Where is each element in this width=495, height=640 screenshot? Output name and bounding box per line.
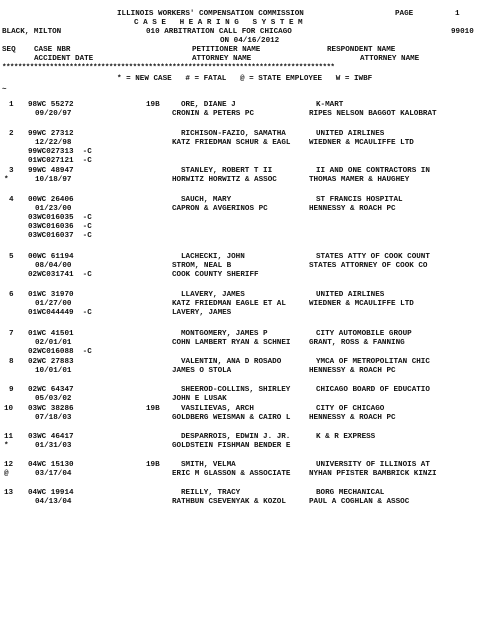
respondent-attorney: WIEDNER & MCAULIFFE LTD	[309, 300, 414, 308]
commission-title: ILLINOIS WORKERS' COMPENSATION COMMISSION	[117, 10, 304, 18]
case-number: 03WC 46417	[28, 433, 74, 441]
respondent-name: UNITED AIRLINES	[316, 130, 385, 138]
accident-date: 10/18/97	[35, 176, 72, 184]
petitioner-attorney: JOHN E LUSAK	[172, 395, 227, 403]
petitioner-name: LACHECKI, JOHN	[181, 253, 245, 261]
petitioner-attorney: KATZ FRIEDMAN EAGLE ET AL	[172, 300, 286, 308]
case-seq: 8	[9, 358, 14, 366]
petitioner-attorney: COHN LAMBERT RYAN & SCHNEI	[172, 339, 291, 347]
consolidated-case: 03WC016035 -C	[28, 214, 92, 222]
respondent-name: YMCA OF METROPOLITAN CHIC	[316, 358, 430, 366]
petitioner-attorney: STROM, NEAL B	[172, 262, 232, 270]
respondent-attorney: NYHAN PFISTER BAMBRICK KINZI	[309, 470, 437, 478]
additional-party: COOK COUNTY SHERIFF	[172, 271, 259, 279]
respondent-attorney: WIEDNER & MCAULIFFE LTD	[309, 139, 414, 147]
consolidated-case: 99WC027313 -C	[28, 148, 92, 156]
consolidated-case: 03WC016036 -C	[28, 223, 92, 231]
petitioner-name: SHEEROD-COLLINS, SHIRLEY	[181, 386, 291, 394]
petitioner-name: VALENTIN, ANA D ROSADO	[181, 358, 282, 366]
case-seq: 4	[9, 196, 14, 204]
respondent-name: ST FRANCIS HOSPITAL	[316, 196, 403, 204]
case-flag: 19B	[146, 461, 160, 469]
respondent-name: UNITED AIRLINES	[316, 291, 385, 299]
respondent-name: CITY OF CHICAGO	[316, 405, 385, 413]
case-number: 04WC 19914	[28, 489, 74, 497]
accident-date: 08/04/00	[35, 262, 72, 270]
respondent-name: UNIVERSITY OF ILLINOIS AT	[316, 461, 430, 469]
petitioner-name: SAUCH, MARY	[181, 196, 232, 204]
petitioner-name: ORE, DIANE J	[181, 101, 236, 109]
consolidated-case: 02WC016088 -C	[28, 348, 92, 356]
case-number: 01WC 41501	[28, 330, 74, 338]
respondent-attorney: RIPES NELSON BAGGOT KALOBRAT	[309, 110, 437, 118]
legend: * = NEW CASE # = FATAL @ = STATE EMPLOYEE W = IWBF	[117, 75, 373, 83]
respondent-name: K-MART	[316, 101, 344, 109]
call-title: 010 ARBITRATION CALL FOR CHICAGO	[146, 28, 292, 36]
column-respondent: RESPONDENT NAME	[327, 46, 396, 54]
additional-party: LAVERY, JAMES	[172, 309, 232, 317]
case-seq: 10	[4, 405, 14, 413]
consolidated-case: 02WC031741 -C	[28, 271, 92, 279]
petitioner-name: DESPARROIS, EDWIN J. JR.	[181, 433, 291, 441]
page-number: 1	[455, 10, 460, 18]
accident-date: 01/23/00	[35, 205, 72, 213]
column-petitioner: PETITIONER NAME	[192, 46, 261, 54]
system-title: C A S E H E A R I N G S Y S T E M	[134, 19, 303, 27]
case-seq: 9	[9, 386, 14, 394]
case-number: 98WC 55272	[28, 101, 74, 109]
respondent-name: II AND ONE CONTRACTORS IN	[316, 167, 430, 175]
accident-date: 10/01/01	[35, 367, 72, 375]
case-number: 03WC 38286	[28, 405, 74, 413]
accident-date: 12/22/98	[35, 139, 72, 147]
case-number: 02WC 64347	[28, 386, 74, 394]
column-attorney-2: ATTORNEY NAME	[360, 55, 420, 63]
consolidated-case: 03WC016037 -C	[28, 232, 92, 240]
page-label: PAGE	[395, 10, 414, 18]
case-number: 01WC 31970	[28, 291, 74, 299]
respondent-attorney: HENNESSY & ROACH PC	[309, 414, 396, 422]
respondent-attorney: PAUL A COGHLAN & ASSOC	[309, 498, 410, 506]
respondent-attorney: GRANT, ROSS & FANNING	[309, 339, 405, 347]
petitioner-name: VASILIEVAS, ARCH	[181, 405, 254, 413]
respondent-attorney: HENNESSY & ROACH PC	[309, 205, 396, 213]
case-seq: 6	[9, 291, 14, 299]
case-seq: 3	[9, 167, 14, 175]
column-attorney-1: ATTORNEY NAME	[192, 55, 252, 63]
accident-date: 01/27/00	[35, 300, 72, 308]
case-seq: 5	[9, 253, 14, 261]
respondent-name: CHICAGO BOARD OF EDUCATIO	[316, 386, 430, 394]
call-code: 99010	[451, 28, 474, 36]
case-seq: 11	[4, 433, 14, 441]
petitioner-name: SMITH, VELMA	[181, 461, 236, 469]
case-number: 99WC 48947	[28, 167, 74, 175]
column-seq: SEQ	[2, 46, 16, 54]
respondent-name: STATES ATTY OF COOK COUNT	[316, 253, 430, 261]
respondent-name: BORG MECHANICAL	[316, 489, 385, 497]
respondent-attorney: HENNESSY & ROACH PC	[309, 367, 396, 375]
petitioner-attorney: JAMES O STOLA	[172, 367, 232, 375]
accident-date: 02/01/01	[35, 339, 72, 347]
respondent-name: CITY AUTOMOBILE GROUP	[316, 330, 412, 338]
accident-date: 04/13/04	[35, 498, 72, 506]
petitioner-name: LLAVERY, JAMES	[181, 291, 245, 299]
consolidated-case: 01WC027121 -C	[28, 157, 92, 165]
case-seq: 1	[9, 101, 14, 109]
case-flag: 19B	[146, 101, 160, 109]
separator-line: ************************************************************************************	[2, 64, 335, 72]
petitioner-attorney: RATHBUN CSEVENYAK & KOZOL	[172, 498, 286, 506]
petitioner-attorney: CAPRON & AVGERINOS PC	[172, 205, 268, 213]
case-mark: @	[4, 470, 9, 478]
call-date: ON 04/16/2012	[220, 37, 280, 45]
petitioner-name: STANLEY, ROBERT T II	[181, 167, 273, 175]
accident-date: 07/18/03	[35, 414, 72, 422]
petitioner-attorney: KATZ FRIEDMAN SCHUR & EAGL	[172, 139, 291, 147]
case-seq: 12	[4, 461, 14, 469]
petitioner-attorney: ERIC M GLASSON & ASSOCIATE	[172, 470, 291, 478]
petitioner-attorney: CRONIN & PETERS PC	[172, 110, 255, 118]
petitioner-name: RICHISON-FAZIO, SAMATHA	[181, 130, 286, 138]
respondent-attorney: THOMAS MAMER & HAUGHEY	[309, 176, 410, 184]
arbitrator-name: BLACK, MILTON	[2, 28, 62, 36]
stray-mark: ~	[2, 86, 7, 94]
accident-date: 01/31/03	[35, 442, 72, 450]
respondent-name: K & R EXPRESS	[316, 433, 376, 441]
case-mark: *	[4, 176, 9, 184]
accident-date: 03/17/04	[35, 470, 72, 478]
accident-date: 09/20/97	[35, 110, 72, 118]
consolidated-case: 01WC044449 -C	[28, 309, 92, 317]
petitioner-name: REILLY, TRACY	[181, 489, 241, 497]
petitioner-name: MONTGOMERY, JAMES P	[181, 330, 268, 338]
column-accident-date: ACCIDENT DATE	[34, 55, 94, 63]
case-number: 99WC 27312	[28, 130, 74, 138]
respondent-attorney: STATES ATTORNEY OF COOK CO	[309, 262, 428, 270]
case-number: 02WC 27883	[28, 358, 74, 366]
column-case-nbr: CASE NBR	[34, 46, 71, 54]
case-number: 00WC 61194	[28, 253, 74, 261]
case-number: 00WC 26406	[28, 196, 74, 204]
case-seq: 2	[9, 130, 14, 138]
case-number: 04WC 15130	[28, 461, 74, 469]
petitioner-attorney: GOLDSTEIN FISHMAN BENDER E	[172, 442, 291, 450]
petitioner-attorney: GOLDBERG WEISMAN & CAIRO L	[172, 414, 291, 422]
case-seq: 13	[4, 489, 14, 497]
case-flag: 19B	[146, 405, 160, 413]
case-seq: 7	[9, 330, 14, 338]
accident-date: 05/03/02	[35, 395, 72, 403]
case-mark: *	[4, 442, 9, 450]
petitioner-attorney: HORWITZ HORWITZ & ASSOC	[172, 176, 277, 184]
